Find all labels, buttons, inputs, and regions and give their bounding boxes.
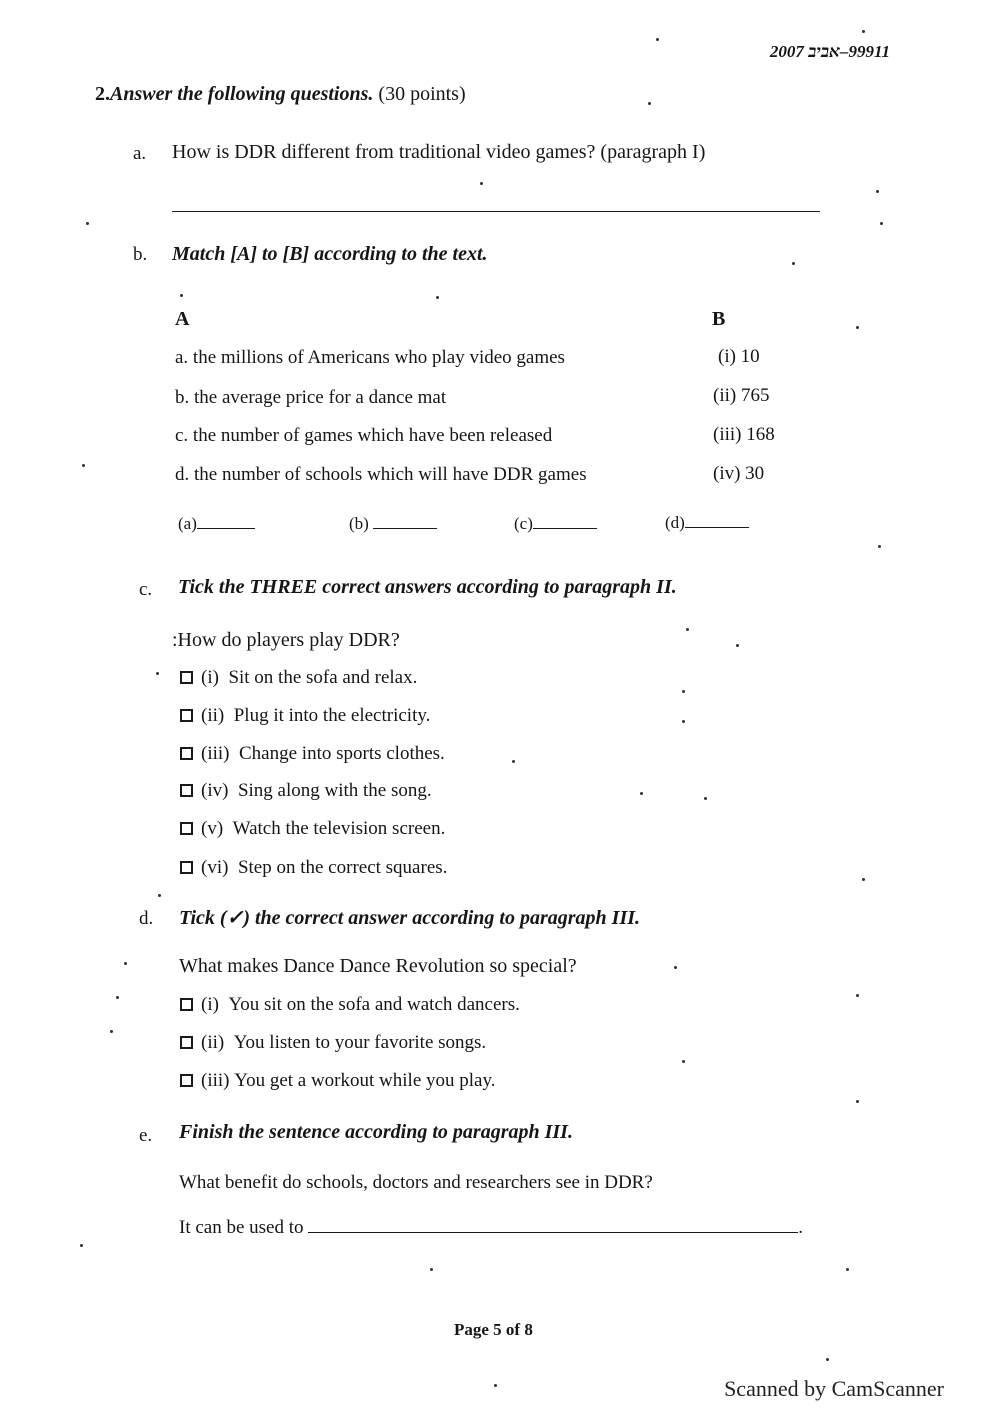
scan-speck [124,962,127,965]
scan-speck [648,102,651,105]
tick-option[interactable] [180,667,417,689]
question-title: Answer the following questions. [110,83,374,105]
option-text: You sit on the sofa and watch dancers. [228,994,520,1015]
option-number: (v) [201,818,224,839]
match-left-item: c. the number of games which have been released [175,425,553,446]
match-answer-a[interactable] [178,514,255,534]
checkbox[interactable] [180,1036,193,1049]
option-number: (i) [201,667,219,688]
match-answer-blank[interactable] [533,514,597,529]
tick-option[interactable] [180,780,432,802]
option-text: Plug it into the electricity. [233,705,431,726]
match-answer-label: (a) [178,514,197,533]
scan-speck [156,672,159,675]
scan-speck [494,1384,497,1387]
sentence-end: . [798,1217,804,1238]
scan-speck [846,1268,849,1271]
sentence-answer-blank[interactable] [308,1218,798,1233]
match-answer-b[interactable] [349,514,437,534]
scan-speck [856,326,859,329]
scan-speck [736,644,739,647]
option-number: (iii) [201,743,230,764]
option-text: You listen to your favorite songs. [233,1032,487,1053]
match-right-item: (iii) 168 [713,424,775,445]
match-left-item: b. the average price for a dance mat [175,387,447,408]
part-c-instruction: Tick the THREE correct answers according to paragraph II. [178,576,677,598]
scan-speck [430,1268,433,1271]
scan-speck [876,190,879,193]
part-a-answer-line[interactable] [172,211,820,212]
scan-speck [682,720,685,723]
match-answer-label: (d) [665,513,685,532]
option-text: Sing along with the song. [237,780,432,801]
part-c-question: :How do players play DDR? [172,629,400,651]
checkbox[interactable] [180,822,193,835]
scanner-watermark: Scanned by CamScanner [724,1376,944,1401]
scan-speck [856,994,859,997]
checkbox[interactable] [180,671,193,684]
checkbox[interactable] [180,1074,193,1087]
scan-speck [80,1244,83,1247]
scan-speck [110,1030,113,1033]
column-b-header: B [712,308,726,330]
option-number: (iii) [201,1070,230,1091]
scan-speck [86,222,89,225]
part-a-letter: a. [133,143,147,164]
match-answer-c[interactable] [514,514,597,534]
column-a-header: A [175,308,190,330]
option-text: You get a workout while you play. [234,1070,496,1091]
match-left-item: a. the millions of Americans who play video games [175,347,565,368]
checkbox[interactable] [180,861,193,874]
match-answer-blank[interactable] [373,514,437,529]
scan-speck [656,38,659,41]
scan-speck [862,30,865,33]
scan-speck [512,760,515,763]
part-b-instruction: Match [A] to [B] according to the text. [172,243,488,265]
match-answer-label: (c) [514,514,533,533]
match-answer-d[interactable] [665,513,749,533]
part-d-letter: d. [139,908,154,929]
option-number: (iv) [201,780,229,801]
tick-option[interactable] [180,743,445,765]
scan-speck [686,628,689,631]
option-text: Step on the correct squares. [237,857,448,878]
checkbox[interactable] [180,998,193,1011]
tick-option[interactable] [180,994,520,1016]
header-code: 99911–אביב 2007 [769,42,890,61]
scan-speck [862,878,865,881]
tick-option[interactable] [180,705,430,727]
page-number: Page 5 of 8 [454,1320,533,1339]
part-c-letter: c. [139,579,153,600]
scan-speck [792,262,795,265]
option-number: (ii) [201,705,225,726]
scan-speck [682,690,685,693]
scan-speck [880,222,883,225]
option-text: Change into sports clothes. [239,743,445,764]
scan-speck [704,797,707,800]
question-number: 2. [95,83,110,105]
scan-speck [856,1100,859,1103]
scan-speck [158,894,161,897]
scan-speck [436,296,439,299]
option-text: Watch the television screen. [232,818,446,839]
option-number: (ii) [201,1032,225,1053]
part-e-question: What benefit do schools, doctors and researchers see in DDR? [179,1172,653,1193]
part-e-letter: e. [139,1125,153,1146]
checkbox[interactable] [180,784,193,797]
part-b-letter: b. [133,244,148,265]
sentence-prompt: It can be used to [179,1217,304,1238]
match-answer-blank[interactable] [685,513,749,528]
tick-option[interactable] [180,857,447,879]
part-e-instruction: Finish the sentence according to paragraph III. [179,1121,573,1143]
part-e-sentence [179,1217,803,1239]
match-left-item: d. the number of schools which will have DDR games [175,464,587,485]
part-a-question: How is DDR different from traditional video games? (paragraph I) [172,141,706,163]
scan-speck [674,966,677,969]
tick-option[interactable] [180,1070,495,1092]
question-2-heading [95,83,466,106]
part-d-instruction: Tick (✓) the correct answer according to paragraph III. [179,907,641,929]
option-number: (vi) [201,857,229,878]
scan-speck [116,996,119,999]
match-right-item: (iv) 30 [713,463,765,484]
scan-speck [180,294,183,297]
scan-speck [640,792,643,795]
scan-speck [682,1060,685,1063]
option-number: (i) [201,994,219,1015]
scan-speck [480,182,483,185]
scan-speck [878,545,881,548]
question-points: (30 points) [378,83,466,105]
match-answer-blank[interactable] [197,514,255,529]
tick-option[interactable] [180,818,445,840]
part-d-question: What makes Dance Dance Revolution so special? [179,955,577,977]
scan-speck [82,464,85,467]
checkbox[interactable] [180,709,193,722]
match-right-item: (ii) 765 [713,385,770,406]
option-text: Sit on the sofa and relax. [228,667,418,688]
match-right-item: (i) 10 [718,346,760,367]
checkbox[interactable] [180,747,193,760]
scan-speck [826,1358,829,1361]
match-answer-label: (b) [349,514,369,533]
tick-option[interactable] [180,1032,486,1054]
